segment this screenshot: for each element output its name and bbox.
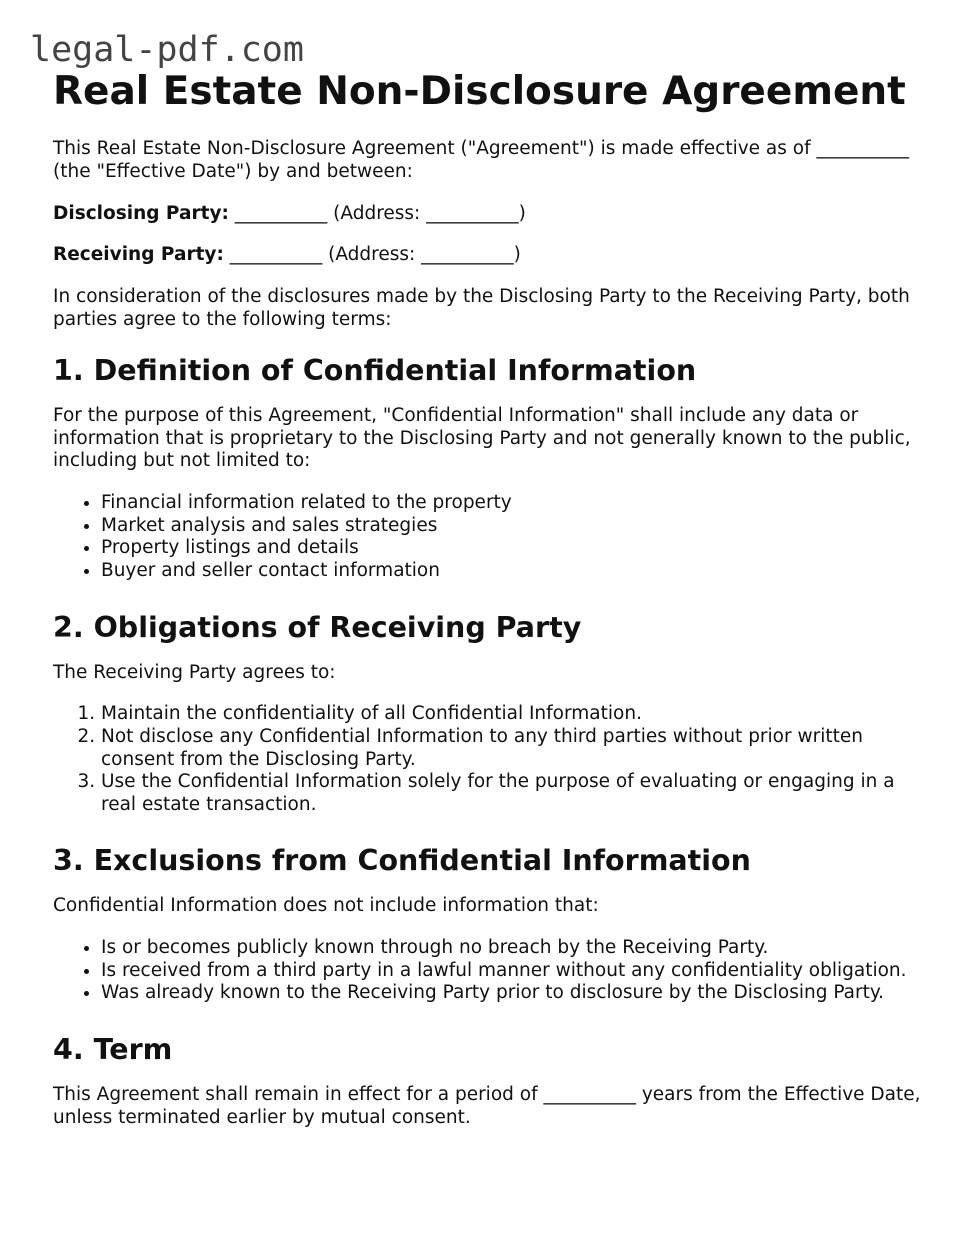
section-heading-exclusions: 3. Exclusions from Confidential Information bbox=[53, 844, 751, 878]
disclosing-party-label: Disclosing Party: bbox=[53, 202, 229, 224]
list-item: 2. Not disclose any Confidential Information to any third parties without prior written consent from the Disclosing Party. bbox=[101, 726, 923, 771]
section-text-definition: For the purpose of this Agreement, "Confidential Information" shall include any data or information that is proprietary to the Disclosing Party and not generally known to the public, including but not limited to: bbox=[53, 404, 911, 472]
section-text-obligations: The Receiving Party agrees to: bbox=[53, 661, 336, 683]
section-heading-term: 4. Term bbox=[53, 1032, 173, 1066]
document-title: Real Estate Non-Disclosure Agreement bbox=[53, 69, 906, 114]
disclosing-party-value: __________ (Address: __________) bbox=[228, 202, 526, 224]
section-heading-obligations: 2. Obligations of Receiving Party bbox=[53, 610, 582, 644]
list-item: • Is or becomes publicly known through no breach by the Receiving Party. bbox=[101, 937, 923, 960]
watermark: legal-pdf.com bbox=[30, 30, 304, 70]
list-item: • Was already known to the Receiving Party prior to disclosure by the Disclosing Party. bbox=[101, 982, 923, 1005]
receiving-party-label: Receiving Party: bbox=[53, 244, 224, 266]
intro-paragraph: This Real Estate Non-Disclosure Agreement ("Agreement") is made effective as of __________ (the "Effective Date") by and between: bbox=[53, 138, 909, 182]
consideration-paragraph: In consideration of the disclosures made by the Disclosing Party to the Receiving Party, both parties agree to the following terms: bbox=[53, 286, 910, 330]
obligations-list bbox=[53, 703, 923, 816]
list-item: • Financial information related to the property bbox=[101, 492, 923, 515]
exclusions-list bbox=[53, 937, 923, 1005]
receiving-party-line bbox=[53, 244, 923, 267]
list-item: • Market analysis and sales strategies bbox=[101, 515, 923, 538]
section-text-exclusions: Confidential Information does not include information that: bbox=[53, 895, 599, 917]
list-item: 1. Maintain the confidentiality of all Confidential Information. bbox=[101, 703, 923, 726]
list-item: • Buyer and seller contact information bbox=[101, 560, 923, 583]
section-text-term: This Agreement shall remain in effect for a period of __________ years from the Effective Date, unless terminated earlier by mutual consent. bbox=[53, 1083, 921, 1128]
receiving-party-value: __________ (Address: __________) bbox=[223, 244, 521, 266]
list-item: • Is received from a third party in a lawful manner without any confidentiality obligation. bbox=[101, 960, 923, 983]
disclosing-party-line bbox=[53, 203, 923, 226]
document bbox=[53, 66, 923, 1129]
definition-list bbox=[53, 492, 923, 582]
list-item: 3. Use the Confidential Information solely for the purpose of evaluating or engaging in a real estate transaction. bbox=[101, 771, 923, 816]
section-heading-definition: 1. Definition of Confidential Information bbox=[53, 353, 697, 387]
list-item: • Property listings and details bbox=[101, 537, 923, 560]
